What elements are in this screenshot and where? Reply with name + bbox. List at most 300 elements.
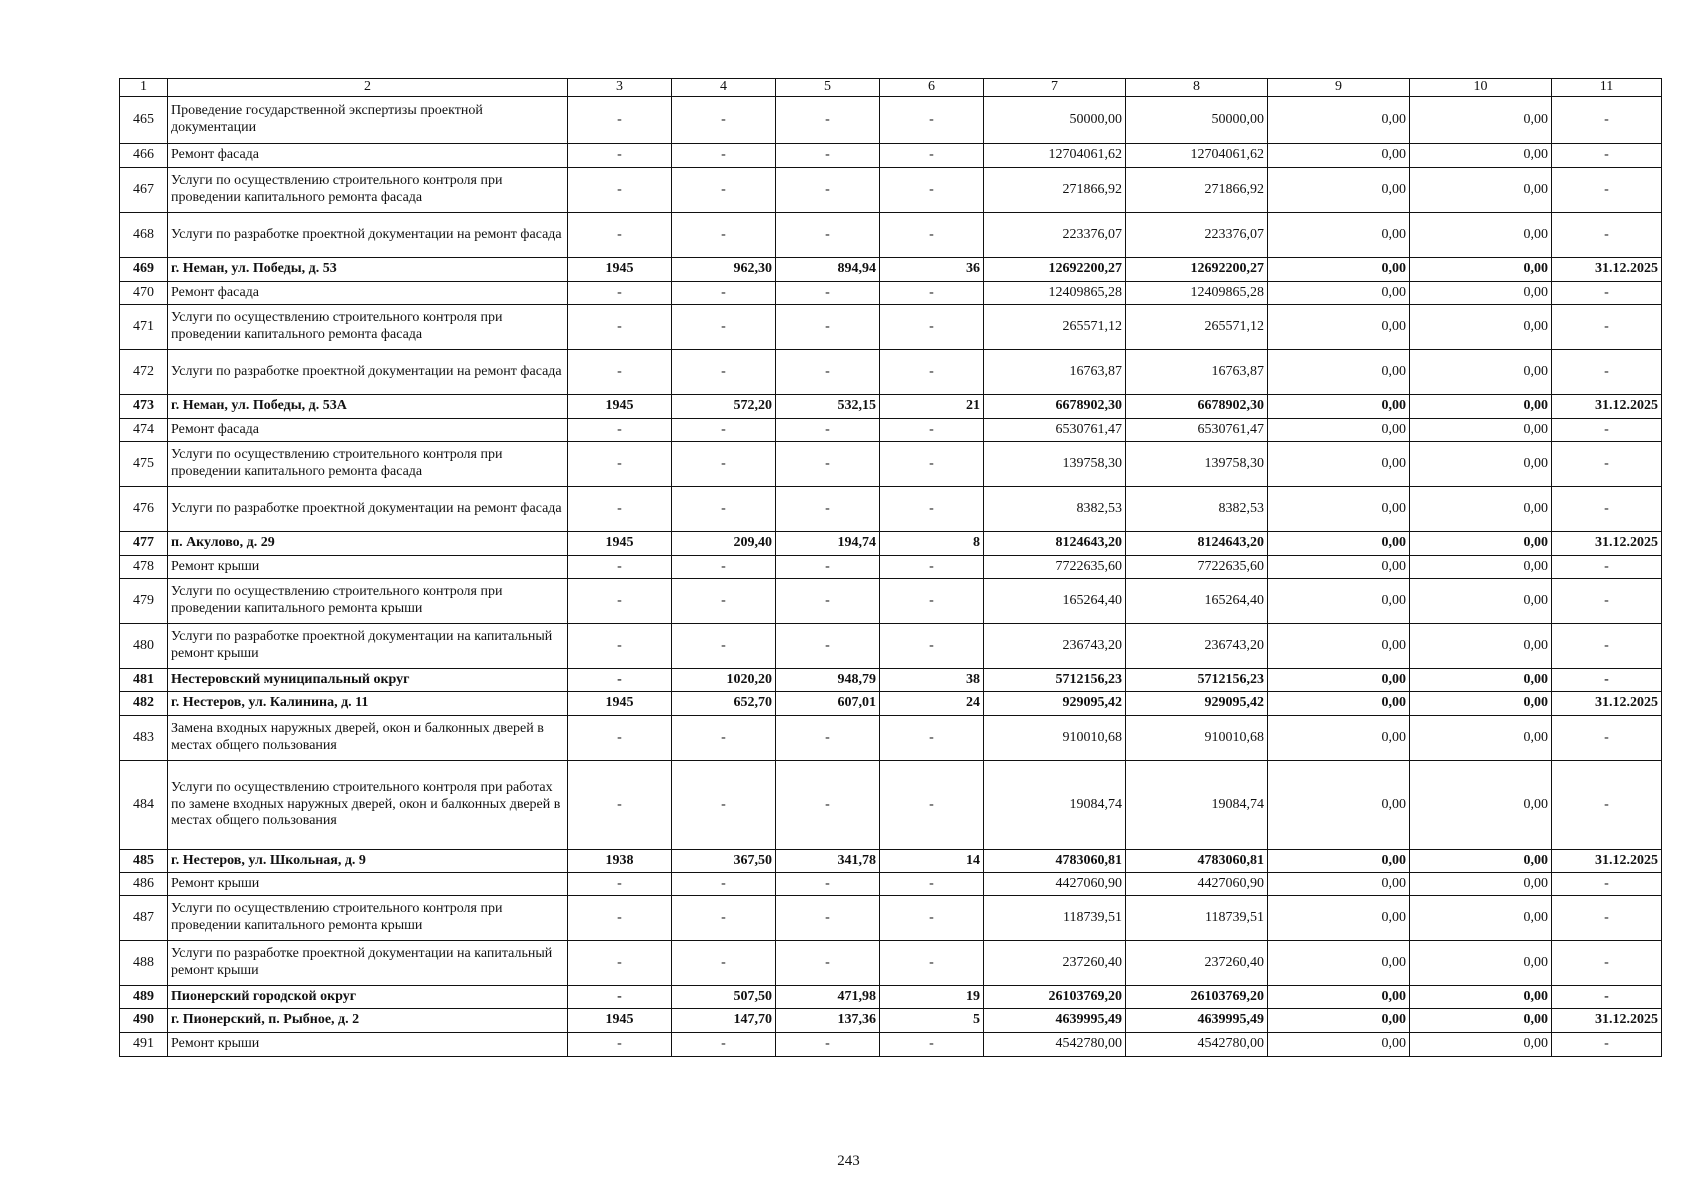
- col10-cell: 0,00: [1410, 716, 1552, 761]
- col10-cell: 0,00: [1410, 213, 1552, 258]
- year-cell: -: [568, 579, 672, 624]
- column-header: 5: [776, 79, 880, 97]
- year-cell: -: [568, 442, 672, 487]
- row-number-cell: 472: [120, 350, 168, 395]
- col4-cell: 652,70: [672, 692, 776, 716]
- table-row: [120, 692, 1662, 716]
- col10-cell: 0,00: [1410, 1009, 1552, 1033]
- date-cell: -: [1552, 1033, 1662, 1057]
- col10-cell: 0,00: [1410, 395, 1552, 419]
- row-number-cell: 491: [120, 1033, 168, 1057]
- col10-cell: 0,00: [1410, 896, 1552, 941]
- col9-cell: 0,00: [1268, 395, 1410, 419]
- col5-cell: -: [776, 487, 880, 532]
- col4-cell: -: [672, 624, 776, 669]
- col4-cell: 147,70: [672, 1009, 776, 1033]
- row-number-cell: 478: [120, 556, 168, 579]
- description-cell: Услуги по осуществлению строительного контроля при проведении капитального ремонта крыши: [168, 896, 568, 941]
- year-cell: 1945: [568, 1009, 672, 1033]
- description-cell: Ремонт фасада: [168, 144, 568, 168]
- col10-cell: 0,00: [1410, 532, 1552, 556]
- table-row: [120, 896, 1662, 941]
- col9-cell: 0,00: [1268, 442, 1410, 487]
- col5-cell: -: [776, 556, 880, 579]
- col5-cell: -: [776, 873, 880, 896]
- column-header: 9: [1268, 79, 1410, 97]
- description-cell: Услуги по разработке проектной документации на капитальный ремонт крыши: [168, 624, 568, 669]
- col6-cell: 5: [880, 1009, 984, 1033]
- year-cell: -: [568, 350, 672, 395]
- col7-cell: 4542780,00: [984, 1033, 1126, 1057]
- table-row: [120, 556, 1662, 579]
- table-row: [120, 761, 1662, 850]
- col6-cell: -: [880, 168, 984, 213]
- col9-cell: 0,00: [1268, 624, 1410, 669]
- col7-cell: 139758,30: [984, 442, 1126, 487]
- table-row: [120, 579, 1662, 624]
- column-header: 10: [1410, 79, 1552, 97]
- col8-cell: 236743,20: [1126, 624, 1268, 669]
- col10-cell: 0,00: [1410, 873, 1552, 896]
- date-cell: -: [1552, 761, 1662, 850]
- col8-cell: 12409865,28: [1126, 282, 1268, 305]
- col4-cell: -: [672, 487, 776, 532]
- col9-cell: 0,00: [1268, 556, 1410, 579]
- col9-cell: 0,00: [1268, 144, 1410, 168]
- date-cell: -: [1552, 442, 1662, 487]
- col10-cell: 0,00: [1410, 1033, 1552, 1057]
- col6-cell: -: [880, 442, 984, 487]
- col8-cell: 16763,87: [1126, 350, 1268, 395]
- col4-cell: -: [672, 579, 776, 624]
- col7-cell: 6678902,30: [984, 395, 1126, 419]
- row-number-cell: 483: [120, 716, 168, 761]
- col5-cell: -: [776, 442, 880, 487]
- col10-cell: 0,00: [1410, 144, 1552, 168]
- col6-cell: -: [880, 761, 984, 850]
- table-row: [120, 144, 1662, 168]
- table-row: [120, 624, 1662, 669]
- col9-cell: 0,00: [1268, 419, 1410, 442]
- col8-cell: 26103769,20: [1126, 986, 1268, 1009]
- col9-cell: 0,00: [1268, 579, 1410, 624]
- year-cell: -: [568, 213, 672, 258]
- year-cell: -: [568, 419, 672, 442]
- date-cell: -: [1552, 305, 1662, 350]
- col5-cell: -: [776, 305, 880, 350]
- description-cell: Ремонт фасада: [168, 419, 568, 442]
- row-number-cell: 467: [120, 168, 168, 213]
- col6-cell: -: [880, 624, 984, 669]
- data-table: [119, 78, 1662, 1057]
- year-cell: -: [568, 941, 672, 986]
- col5-cell: -: [776, 941, 880, 986]
- col6-cell: -: [880, 144, 984, 168]
- col7-cell: 4427060,90: [984, 873, 1126, 896]
- col9-cell: 0,00: [1268, 986, 1410, 1009]
- col4-cell: -: [672, 442, 776, 487]
- col10-cell: 0,00: [1410, 258, 1552, 282]
- column-header: 3: [568, 79, 672, 97]
- table-row: [120, 986, 1662, 1009]
- table-row: [120, 941, 1662, 986]
- col7-cell: 236743,20: [984, 624, 1126, 669]
- col6-cell: -: [880, 213, 984, 258]
- col6-cell: 19: [880, 986, 984, 1009]
- col10-cell: 0,00: [1410, 692, 1552, 716]
- date-cell: -: [1552, 716, 1662, 761]
- description-cell: г. Неман, ул. Победы, д. 53: [168, 258, 568, 282]
- col5-cell: -: [776, 97, 880, 144]
- row-number-cell: 487: [120, 896, 168, 941]
- col6-cell: 24: [880, 692, 984, 716]
- col6-cell: -: [880, 419, 984, 442]
- col8-cell: 165264,40: [1126, 579, 1268, 624]
- description-cell: Услуги по осуществлению строительного контроля при работах по замене входных наружных дверей, окон и балконных дверей в местах общего пользования: [168, 761, 568, 850]
- description-cell: г. Неман, ул. Победы, д. 53А: [168, 395, 568, 419]
- column-header: 8: [1126, 79, 1268, 97]
- col6-cell: -: [880, 305, 984, 350]
- col5-cell: 471,98: [776, 986, 880, 1009]
- date-cell: 31.12.2025: [1552, 1009, 1662, 1033]
- table-row: [120, 350, 1662, 395]
- col8-cell: 139758,30: [1126, 442, 1268, 487]
- row-number-cell: 475: [120, 442, 168, 487]
- column-header: 4: [672, 79, 776, 97]
- column-header: 2: [168, 79, 568, 97]
- year-cell: -: [568, 97, 672, 144]
- col4-cell: -: [672, 873, 776, 896]
- col7-cell: 4639995,49: [984, 1009, 1126, 1033]
- col4-cell: -: [672, 144, 776, 168]
- col4-cell: 367,50: [672, 850, 776, 873]
- col9-cell: 0,00: [1268, 1033, 1410, 1057]
- year-cell: -: [568, 761, 672, 850]
- col8-cell: 6530761,47: [1126, 419, 1268, 442]
- col10-cell: 0,00: [1410, 986, 1552, 1009]
- col4-cell: 507,50: [672, 986, 776, 1009]
- date-cell: -: [1552, 144, 1662, 168]
- date-cell: -: [1552, 487, 1662, 532]
- col9-cell: 0,00: [1268, 168, 1410, 213]
- col7-cell: 16763,87: [984, 350, 1126, 395]
- col9-cell: 0,00: [1268, 97, 1410, 144]
- col10-cell: 0,00: [1410, 350, 1552, 395]
- col6-cell: 38: [880, 669, 984, 692]
- date-cell: -: [1552, 896, 1662, 941]
- col9-cell: 0,00: [1268, 282, 1410, 305]
- date-cell: -: [1552, 624, 1662, 669]
- description-cell: Услуги по осуществлению строительного контроля при проведении капитального ремонта фасада: [168, 442, 568, 487]
- col9-cell: 0,00: [1268, 896, 1410, 941]
- row-number-cell: 489: [120, 986, 168, 1009]
- col5-cell: 532,15: [776, 395, 880, 419]
- col8-cell: 929095,42: [1126, 692, 1268, 716]
- col8-cell: 8124643,20: [1126, 532, 1268, 556]
- col9-cell: 0,00: [1268, 213, 1410, 258]
- col5-cell: -: [776, 144, 880, 168]
- col7-cell: 4783060,81: [984, 850, 1126, 873]
- col9-cell: 0,00: [1268, 350, 1410, 395]
- table-row: [120, 395, 1662, 419]
- column-header: 6: [880, 79, 984, 97]
- year-cell: -: [568, 556, 672, 579]
- year-cell: -: [568, 305, 672, 350]
- col8-cell: 4427060,90: [1126, 873, 1268, 896]
- col4-cell: -: [672, 305, 776, 350]
- table-row: [120, 282, 1662, 305]
- year-cell: -: [568, 144, 672, 168]
- row-number-cell: 484: [120, 761, 168, 850]
- row-number-cell: 486: [120, 873, 168, 896]
- date-cell: -: [1552, 556, 1662, 579]
- col5-cell: -: [776, 624, 880, 669]
- col10-cell: 0,00: [1410, 305, 1552, 350]
- col5-cell: -: [776, 213, 880, 258]
- col7-cell: 5712156,23: [984, 669, 1126, 692]
- col5-cell: 341,78: [776, 850, 880, 873]
- date-cell: -: [1552, 282, 1662, 305]
- col7-cell: 265571,12: [984, 305, 1126, 350]
- col8-cell: 4783060,81: [1126, 850, 1268, 873]
- col7-cell: 165264,40: [984, 579, 1126, 624]
- row-number-cell: 465: [120, 97, 168, 144]
- col5-cell: 948,79: [776, 669, 880, 692]
- col7-cell: 118739,51: [984, 896, 1126, 941]
- col7-cell: 12704061,62: [984, 144, 1126, 168]
- col10-cell: 0,00: [1410, 579, 1552, 624]
- date-cell: -: [1552, 941, 1662, 986]
- description-cell: Ремонт крыши: [168, 873, 568, 896]
- row-number-cell: 485: [120, 850, 168, 873]
- col4-cell: -: [672, 1033, 776, 1057]
- col4-cell: -: [672, 350, 776, 395]
- description-cell: Услуги по разработке проектной документации на ремонт фасада: [168, 350, 568, 395]
- date-cell: 31.12.2025: [1552, 850, 1662, 873]
- col10-cell: 0,00: [1410, 941, 1552, 986]
- col8-cell: 50000,00: [1126, 97, 1268, 144]
- description-cell: Ремонт крыши: [168, 1033, 568, 1057]
- table-row: [120, 1009, 1662, 1033]
- col6-cell: -: [880, 716, 984, 761]
- date-cell: 31.12.2025: [1552, 258, 1662, 282]
- col8-cell: 265571,12: [1126, 305, 1268, 350]
- col5-cell: -: [776, 419, 880, 442]
- col9-cell: 0,00: [1268, 487, 1410, 532]
- col9-cell: 0,00: [1268, 669, 1410, 692]
- row-number-cell: 473: [120, 395, 168, 419]
- date-cell: -: [1552, 168, 1662, 213]
- col9-cell: 0,00: [1268, 850, 1410, 873]
- column-header: 7: [984, 79, 1126, 97]
- row-number-cell: 474: [120, 419, 168, 442]
- col4-cell: 209,40: [672, 532, 776, 556]
- description-cell: Услуги по осуществлению строительного контроля при проведении капитального ремонта фасада: [168, 305, 568, 350]
- col8-cell: 7722635,60: [1126, 556, 1268, 579]
- year-cell: -: [568, 873, 672, 896]
- row-number-cell: 488: [120, 941, 168, 986]
- col9-cell: 0,00: [1268, 761, 1410, 850]
- row-number-cell: 468: [120, 213, 168, 258]
- date-cell: 31.12.2025: [1552, 395, 1662, 419]
- year-cell: -: [568, 716, 672, 761]
- col5-cell: -: [776, 350, 880, 395]
- col4-cell: -: [672, 896, 776, 941]
- col6-cell: -: [880, 556, 984, 579]
- col4-cell: -: [672, 419, 776, 442]
- row-number-cell: 480: [120, 624, 168, 669]
- col9-cell: 0,00: [1268, 692, 1410, 716]
- col5-cell: 607,01: [776, 692, 880, 716]
- col8-cell: 4639995,49: [1126, 1009, 1268, 1033]
- col6-cell: 8: [880, 532, 984, 556]
- col10-cell: 0,00: [1410, 442, 1552, 487]
- col4-cell: -: [672, 168, 776, 213]
- year-cell: -: [568, 282, 672, 305]
- table-row: [120, 419, 1662, 442]
- col10-cell: 0,00: [1410, 282, 1552, 305]
- year-cell: -: [568, 986, 672, 1009]
- description-cell: Пионерский городской округ: [168, 986, 568, 1009]
- column-header: 11: [1552, 79, 1662, 97]
- table-row: [120, 168, 1662, 213]
- col8-cell: 6678902,30: [1126, 395, 1268, 419]
- description-cell: п. Акулово, д. 29: [168, 532, 568, 556]
- table-row: [120, 258, 1662, 282]
- col5-cell: -: [776, 282, 880, 305]
- table-row: [120, 850, 1662, 873]
- row-number-cell: 471: [120, 305, 168, 350]
- row-number-cell: 466: [120, 144, 168, 168]
- page-number: 243: [837, 1153, 860, 1169]
- col10-cell: 0,00: [1410, 487, 1552, 532]
- col4-cell: -: [672, 761, 776, 850]
- description-cell: Нестеровский муниципальный округ: [168, 669, 568, 692]
- col10-cell: 0,00: [1410, 556, 1552, 579]
- year-cell: 1945: [568, 692, 672, 716]
- col4-cell: 1020,20: [672, 669, 776, 692]
- table-row: [120, 532, 1662, 556]
- col4-cell: 572,20: [672, 395, 776, 419]
- col10-cell: 0,00: [1410, 419, 1552, 442]
- col7-cell: 8382,53: [984, 487, 1126, 532]
- col5-cell: -: [776, 1033, 880, 1057]
- col6-cell: -: [880, 350, 984, 395]
- column-header: 1: [120, 79, 168, 97]
- row-number-cell: 490: [120, 1009, 168, 1033]
- col4-cell: 962,30: [672, 258, 776, 282]
- description-cell: Замена входных наружных дверей, окон и балконных дверей в местах общего пользования: [168, 716, 568, 761]
- col10-cell: 0,00: [1410, 669, 1552, 692]
- description-cell: Услуги по разработке проектной документации на капитальный ремонт крыши: [168, 941, 568, 986]
- table-row: [120, 97, 1662, 144]
- col7-cell: 929095,42: [984, 692, 1126, 716]
- col8-cell: 19084,74: [1126, 761, 1268, 850]
- column-number-row: [120, 79, 1662, 97]
- col4-cell: -: [672, 97, 776, 144]
- col6-cell: -: [880, 1033, 984, 1057]
- col5-cell: 894,94: [776, 258, 880, 282]
- col5-cell: 194,74: [776, 532, 880, 556]
- date-cell: -: [1552, 419, 1662, 442]
- col4-cell: -: [672, 941, 776, 986]
- col7-cell: 8124643,20: [984, 532, 1126, 556]
- col5-cell: -: [776, 896, 880, 941]
- col10-cell: 0,00: [1410, 97, 1552, 144]
- col8-cell: 223376,07: [1126, 213, 1268, 258]
- year-cell: -: [568, 1033, 672, 1057]
- col4-cell: -: [672, 213, 776, 258]
- date-cell: -: [1552, 350, 1662, 395]
- description-cell: Ремонт крыши: [168, 556, 568, 579]
- col9-cell: 0,00: [1268, 941, 1410, 986]
- col6-cell: 14: [880, 850, 984, 873]
- table-row: [120, 305, 1662, 350]
- description-cell: г. Пионерский, п. Рыбное, д. 2: [168, 1009, 568, 1033]
- col4-cell: -: [672, 282, 776, 305]
- col10-cell: 0,00: [1410, 850, 1552, 873]
- description-cell: Проведение государственной экспертизы проектной документации: [168, 97, 568, 144]
- col9-cell: 0,00: [1268, 532, 1410, 556]
- date-cell: 31.12.2025: [1552, 532, 1662, 556]
- col10-cell: 0,00: [1410, 761, 1552, 850]
- col8-cell: 12692200,27: [1126, 258, 1268, 282]
- col6-cell: -: [880, 487, 984, 532]
- col9-cell: 0,00: [1268, 873, 1410, 896]
- year-cell: 1938: [568, 850, 672, 873]
- col8-cell: 118739,51: [1126, 896, 1268, 941]
- description-cell: Ремонт фасада: [168, 282, 568, 305]
- col9-cell: 0,00: [1268, 305, 1410, 350]
- col8-cell: 5712156,23: [1126, 669, 1268, 692]
- row-number-cell: 469: [120, 258, 168, 282]
- col10-cell: 0,00: [1410, 624, 1552, 669]
- table-row: [120, 1033, 1662, 1057]
- year-cell: 1945: [568, 532, 672, 556]
- description-cell: г. Нестеров, ул. Школьная, д. 9: [168, 850, 568, 873]
- description-cell: Услуги по осуществлению строительного контроля при проведении капитального ремонта фасада: [168, 168, 568, 213]
- col7-cell: 223376,07: [984, 213, 1126, 258]
- col8-cell: 12704061,62: [1126, 144, 1268, 168]
- date-cell: 31.12.2025: [1552, 692, 1662, 716]
- table-body: [120, 97, 1662, 1057]
- col5-cell: -: [776, 579, 880, 624]
- col7-cell: 7722635,60: [984, 556, 1126, 579]
- col7-cell: 910010,68: [984, 716, 1126, 761]
- col8-cell: 8382,53: [1126, 487, 1268, 532]
- description-cell: Услуги по разработке проектной документации на ремонт фасада: [168, 487, 568, 532]
- col9-cell: 0,00: [1268, 258, 1410, 282]
- col6-cell: -: [880, 873, 984, 896]
- description-cell: г. Нестеров, ул. Калинина, д. 11: [168, 692, 568, 716]
- year-cell: -: [568, 487, 672, 532]
- col10-cell: 0,00: [1410, 168, 1552, 213]
- year-cell: 1945: [568, 258, 672, 282]
- description-cell: Услуги по разработке проектной документации на ремонт фасада: [168, 213, 568, 258]
- col6-cell: -: [880, 97, 984, 144]
- year-cell: -: [568, 168, 672, 213]
- row-number-cell: 482: [120, 692, 168, 716]
- col7-cell: 271866,92: [984, 168, 1126, 213]
- col7-cell: 237260,40: [984, 941, 1126, 986]
- year-cell: -: [568, 896, 672, 941]
- col7-cell: 26103769,20: [984, 986, 1126, 1009]
- table-row: [120, 873, 1662, 896]
- col5-cell: -: [776, 168, 880, 213]
- col7-cell: 50000,00: [984, 97, 1126, 144]
- col6-cell: -: [880, 579, 984, 624]
- date-cell: -: [1552, 669, 1662, 692]
